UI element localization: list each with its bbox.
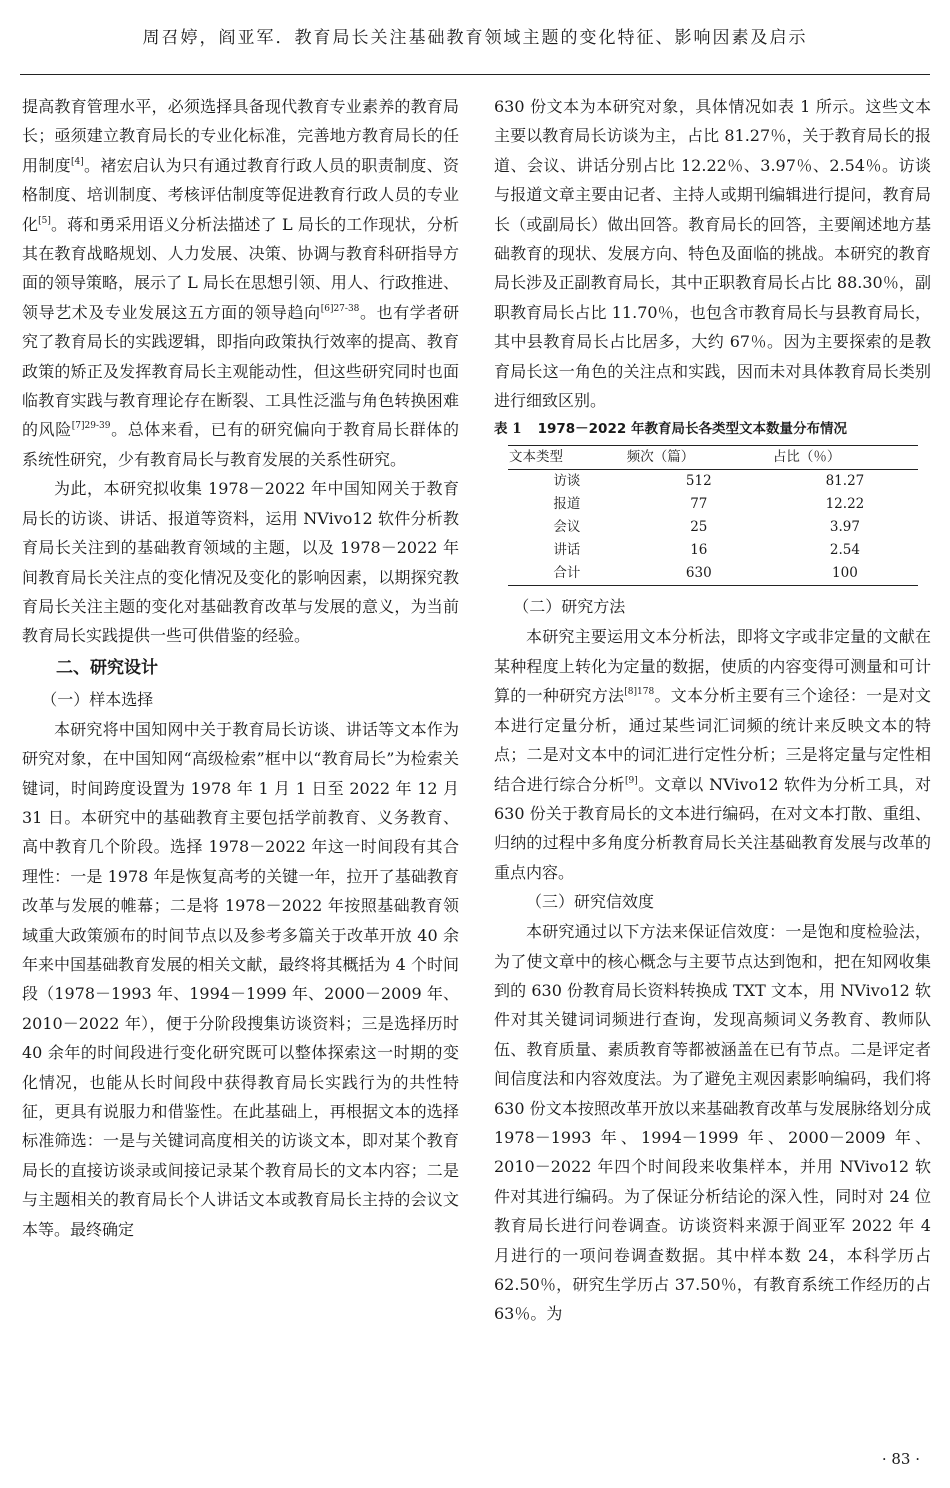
citation-6: [6]27-38	[320, 303, 360, 314]
table-header-cell: 频次（篇）	[626, 446, 772, 470]
subsection-heading-method: （二）研究方法	[513, 597, 626, 617]
table-cell: 630	[626, 562, 772, 586]
table-cell: 25	[690, 519, 708, 536]
table-cell: 16	[690, 542, 708, 559]
table-cell: 会议	[553, 519, 581, 536]
paragraph-validity: 本研究通过以下方法来保证信效度：一是饱和度检验法，为了使文章中的核心概念与主要节点达到饱和，把在知网收集到的 630 份教育局长资料转换成 TXT 文本，用 NVivo12 软件对其关键词词频进行查询，发现高频词义务教育、教师队伍、教育质量、素质教育等都被涵盖在已有节点。二是评定者间信度法和内容效度法。为了避免主观因素影响编码，我们将 630 份文本按照改革开放以来基础教育改革与发展脉络划分成 1978－1993 年、1994－1999 年、2000－2009 年、2010－2022 年四个时间段来收集样本，并用 NVivo12 软件对其进行编码。为了保证分析结论的深入性，同时对 24 位教育局长进行问卷调查。访谈资料来源于阎亚军 2022 年 4 月进行的一项问卷调查数据。其中样本数 24，本科学历占 62.50％，研究生学历占 37.50％，有教育系统工作经历的占 63％。为	[494, 922, 931, 1324]
table-cell: 3.97	[829, 519, 860, 536]
running-header: 周召婷，阎亚军．教育局长关注基础教育领域主题的变化特征、影响因素及启示	[142, 28, 808, 48]
paragraph-research-method: 本研究主要运用文本分析法，即将文字或非定量的文献在某种程度上转化为定量的数据，使质的内容变得可测量和可计算的一种研究方法$^{[8]178}$。文本分析主要有三个途径：一是对文本进行定量分析，通过某些词汇词频的统计来反映文本的特点；二是对文本中的词汇进行定性分析；三是将定量与定性相结合进行综合分析[9]。文章以 NVivo12 软件为分析工具，对 630 份关于教育局长的文本进行编码，在对文本打散、重组、归纳的过程中多角度分析教育局长关注基础教育发展与改革的重点内容。	[494, 627, 931, 882]
table-caption: 表 1 1978－2022 年教育局长各类型文本数量分布情况	[494, 421, 847, 438]
table-cell: 77	[690, 496, 708, 513]
table-cell: 报道	[553, 496, 581, 513]
subsection-heading-sample: （一）样本选择	[41, 689, 154, 709]
table-row	[508, 470, 918, 494]
citation-5: [5]	[38, 215, 51, 226]
table-cell: 81.27	[825, 473, 865, 490]
table-row	[508, 516, 918, 539]
table-cell: 访谈	[553, 473, 581, 490]
paragraph-sample-description: 630 份文本为本研究对象，具体情况如表 1 所示。这些文本主要以教育局长访谈为主，占比 81.27％，关于教育局长的报道、会议、讲话分别占比 12.22％、3.97％、2.54％。访谈与报道文章主要由记者、主持人或期刊编辑进行提问，教育局长（或副局长）做出回答。教育局长的回答，主要阐述地方基础教育的现状、发展方向、特色及面临的挑战。本研究的教育局长涉及正副教育局长，其中正职教育局长占比 88.30％，副职教育局长占比 11.70％，也包含市教育局长与县教育局长，其中县教育局长占比居多，大约 67％。因为主要探索的是教育局长这一角色的关注点和实践，因而未对具体教育局长类别进行细致区别。	[494, 97, 931, 411]
citation-7: [7]29-39	[71, 421, 111, 432]
table-cell: 12.22	[825, 496, 865, 513]
section-heading-research-design: 二、研究设计	[56, 657, 158, 678]
left-column	[22, 92, 459, 1244]
citation-4: [4]	[70, 156, 84, 167]
citation-8: [8]178	[624, 687, 655, 698]
table-cell: 合计	[508, 562, 626, 586]
right-column	[494, 92, 931, 1329]
text-distribution-table	[508, 445, 918, 586]
paragraph-research-aim: 为此，本研究拟收集 1978－2022 年中国知网关于教育局长的访谈、讲话、报道等资料，运用 NVivo12 软件分析教育局长关注到的基础教育领域的主题，以及 1978－2022 年间教育局长关注点的变化情况及变化的影响因素，以期探究教育局长关注主题的变化对基础教育改革与发展的意义，为当前教育局长实践提供一些可供借鉴的经验。	[22, 479, 459, 646]
table-row	[508, 539, 918, 562]
header-rule	[20, 74, 930, 75]
paragraph-literature-review: 提高教育管理水平，必须选择具备现代教育专业素养的教育局长；亟须建立教育局长的专业化标准，完善地方教育局长的任用制度[4]。褚宏启认为只有通过教育行政人员的职责制度、资格制度、培训制度、考核评估制度等促进教育行政人员的专业化[5]。蒋和勇采用语义分析法描述了 L 局长的工作现状，分析其在教育战略规划、人力发展、决策、协调与教育科研指导方面的领导策略，展示了 L 局长在思想引领、用人、行政推进、领导艺术及专业发展这五方面的领导趋向$^{[6]27-38}$。也有学者研究了教育局长的实践逻辑，即指向政策执行效率的提高、教育政策的矫正及发挥教育局长主观能动性，但这些研究同时也面临教育实践与教育理论存在断裂、工具性泛滥与角色转换困难的风险$^{[7]29-39}$。总体来看，已有的研究偏向于教育局长群体的系统性研究，少有教育局长与教育发展的关系性研究。	[22, 97, 459, 469]
paragraph-sample-selection: 本研究将中国知网中关于教育局长访谈、讲话等文本作为研究对象，在中国知网“高级检索”框中以“教育局长”为检索关键词，时间跨度设置为 1978 年 1 月 1 日至 2022 年 12 月 31 日。本研究中的基础教育主要包括学前教育、义务教育、高中教育几个阶段。选择 1978－2022 年这一时间段有其合理性：一是 1978 年是恢复高考的关键一年，拉开了基础教育改革与发展的帷幕；二是将 1978－2022 年按照基础教育领域重大政策颁布的时间节点以及参考多篇关于改革开放 40 余年来中国基础教育发展的相关文献，最终将其概括为 4 个时间段（1978－1993 年、1994－1999 年、2000－2009 年、2010－2022 年），便于分阶段搜集访谈资料；三是选择历时 40 余年的时间段进行变化研究既可以整体探索这一时期的变化情况，也能从长时间段中获得教育局长实践行为的共性特征，更具有说服力和借鉴性。在此基础上，再根据文本的选择标准筛选：一是与关键词高度相关的访谈文本，即对某个教育局长的直接访谈录或间接记录某个教育局长的文本内容；二是与主题相关的教育局长个人讲话文本或教育局长主持的会议文本等。最终确定	[22, 719, 459, 1239]
citation-9: [9]	[625, 775, 638, 786]
table-row	[508, 493, 918, 516]
table-cell: 512	[685, 473, 712, 490]
table-header-cell: 文本类型	[508, 446, 626, 470]
table-row	[508, 562, 918, 586]
table-cell: 100	[772, 562, 918, 586]
table-cell: 2.54	[829, 542, 860, 559]
subsection-heading-validity: （三）研究信效度	[526, 892, 655, 912]
table-header-cell: 占比（％）	[772, 446, 918, 470]
page-number: · 83 ·	[881, 1450, 920, 1468]
table-cell: 讲话	[553, 542, 581, 559]
